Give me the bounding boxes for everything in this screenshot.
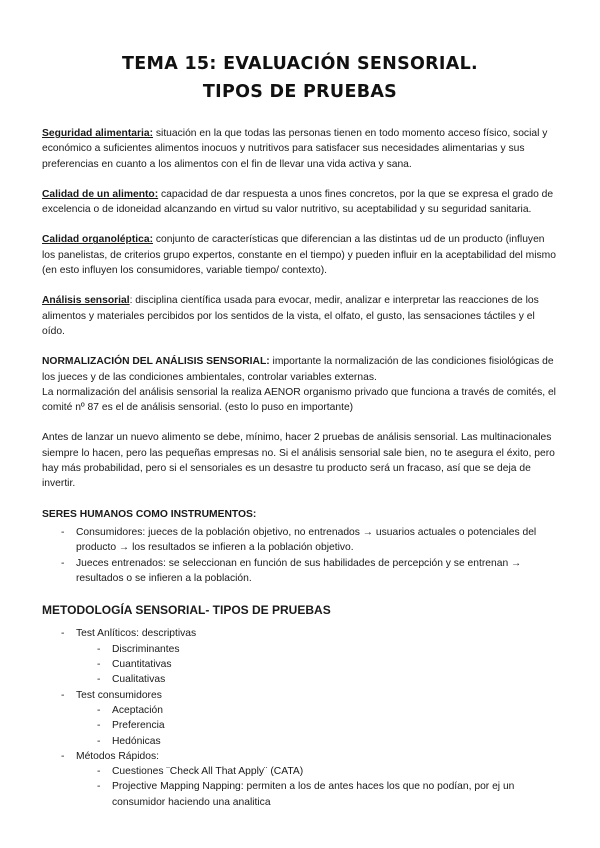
list-item: - Jueces entrenados: se seleccionan en función de sus habilidades de percepción y se entrenan → resultados o se infieren a la población. bbox=[42, 556, 558, 587]
methodology-group-consumidores: - Test consumidores bbox=[42, 688, 558, 703]
list-item: - Cualitativas bbox=[42, 672, 558, 687]
definition-seguridad bbox=[42, 126, 558, 172]
normalization-heading: NORMALIZACIÓN DEL ANÁLISIS SENSORIAL: bbox=[42, 356, 270, 368]
humans-heading: SERES HUMANOS COMO INSTRUMENTOS: bbox=[42, 508, 257, 520]
definition-calidad-alimento bbox=[42, 187, 558, 218]
title-line-1: TEMA 15: EVALUACIÓN SENSORIAL. bbox=[122, 54, 478, 74]
methodology-group-analiticos: - Test Anlíticos: descriptivas bbox=[42, 626, 558, 641]
list-item: - Consumidores: jueces de la población objetivo, no entrenados → usuarios actuales o potenciales del producto → los resultados se infieren a la población objetivo. bbox=[42, 525, 558, 556]
methodology-group-rapidos: - Métodos Rápidos: bbox=[42, 749, 558, 764]
definition-text: situación en la que todas las personas tienen en todo momento acceso físico, social y económico a suficientes alimentos inocuos y nutritivos para satisfacer sus necesidades alimentarias y sus preferencias en cuanto a los alimentos con el fin de llevar una vida activa y sana. bbox=[42, 128, 548, 170]
normalization-paragraph bbox=[42, 354, 558, 415]
list-item: - Discriminantes bbox=[42, 642, 558, 657]
rapidos-sublist bbox=[42, 764, 558, 810]
humans-list bbox=[42, 525, 558, 586]
page-title bbox=[42, 0, 558, 106]
list-item: - Cuantitativas bbox=[42, 657, 558, 672]
definition-term: Calidad de un alimento: bbox=[42, 188, 159, 200]
sublist-wrapper bbox=[42, 642, 558, 688]
list-item: - Cuestiones ¨Check All That Apply¨ (CATA) bbox=[42, 764, 558, 779]
definition-analisis-sensorial bbox=[42, 293, 558, 339]
list-item: - Projective Mapping Napping: permiten a los de antes haces los que no podían, por ej un consumidor haciendo una analitica bbox=[42, 779, 558, 810]
definition-text: capacidad de dar respuesta a unos fines concretos, por la que se expresa el grado de excelencia o de idoneidad alcanzando en virtud su valor nutritivo, su aceptabilidad y su seguridad sanitaria. bbox=[42, 188, 554, 216]
analiticos-sublist bbox=[42, 642, 558, 688]
normalization-text-1: importante la normalización de las condiciones fisiológicas de los jueces y de las condiciones ambientales, controlar variables externas. bbox=[42, 356, 554, 383]
definition-term: Calidad organoléptica: bbox=[42, 234, 153, 246]
sublist-wrapper bbox=[42, 703, 558, 749]
list-item: - Aceptación bbox=[42, 703, 558, 718]
methodology-list bbox=[42, 626, 558, 810]
list-item: - Preferencia bbox=[42, 718, 558, 733]
launch-paragraph: Antes de lanzar un nuevo alimento se debe, mínimo, hacer 2 pruebas de análisis sensorial. Las multinacionales siempre lo hacen, pero las pequeñas empresas no. Si el análisis sensorial sale bien, no te asegura el éxito, pero hay más probabilidad, pero si el sensoriales es un desastre tu producto será un fracaso, así que se deja de invertir. bbox=[42, 432, 555, 490]
methodology-heading: METODOLOGÍA SENSORIAL- TIPOS DE PRUEBAS bbox=[42, 603, 331, 618]
methodology-section bbox=[42, 603, 558, 810]
consumidores-sublist bbox=[42, 703, 558, 749]
definition-term: Análisis sensorial bbox=[42, 295, 130, 307]
list-item: - Hedónicas bbox=[42, 734, 558, 749]
title-line-2: TIPOS DE PRUEBAS bbox=[202, 82, 398, 102]
document-body bbox=[42, 126, 558, 810]
definition-calidad-organoleptica bbox=[42, 232, 558, 278]
definition-text: conjunto de características que diferencian a las distintas ud de un producto (influyen los panelistas, de criterios grupo expertos, constante en el tiempo) y pueden influir en la aceptabilidad del mismo (en esto influyen los consumidores, variable tiempo/ contexto). bbox=[42, 234, 556, 277]
humans-section bbox=[42, 507, 558, 586]
definition-text: : disciplina científica usada para evocar, medir, analizar e interpretar las reacciones de los alimentos y materiales percibidos por los sentidos de la vista, el olfato, el gusto, las sensaciones táctiles y el oído. bbox=[42, 295, 539, 337]
normalization-text-2: La normalización del análisis sensorial la realiza AENOR organismo privado que funciona a través de comités, el comité nº 87 es el de análisis sensorial. (esto lo puso en importante) bbox=[42, 386, 556, 414]
sublist-wrapper bbox=[42, 764, 558, 810]
definition-term: Seguridad alimentaria: bbox=[42, 128, 154, 139]
